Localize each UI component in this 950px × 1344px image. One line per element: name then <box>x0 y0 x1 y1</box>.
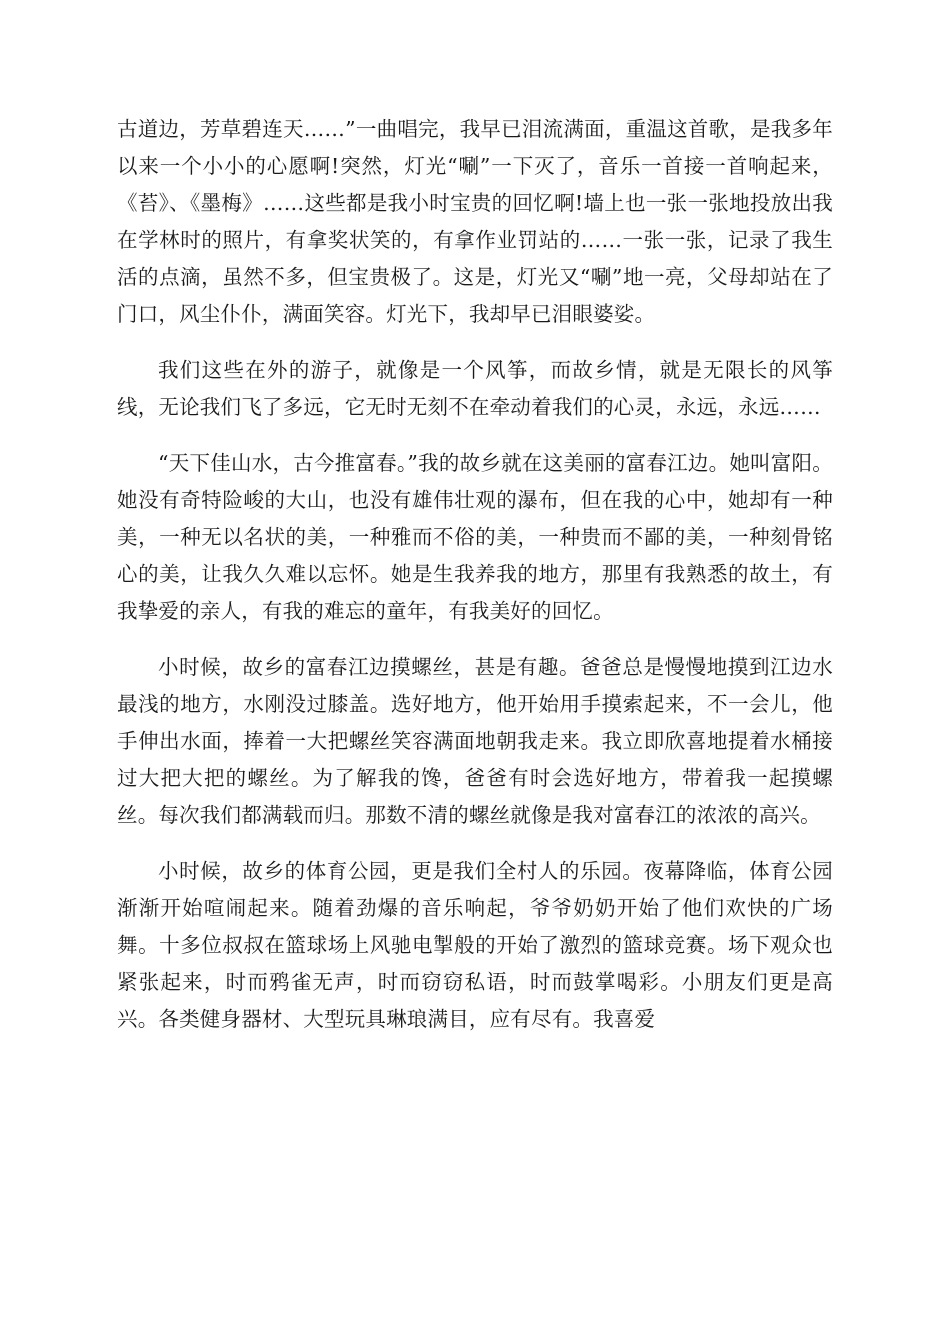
paragraph-1: 古道边，芳草碧连天……”一曲唱完，我早已泪流满面，重温这首歌，是我多年以来一个小小的心愿啊!突然，灯光“唰”一下灭了，音乐一首接一首响起来，《苔》、《墨梅》……这些都是我小时宝贵的回忆啊!墙上也一张一张地投放出我在学林时的照片，有拿奖状笑的，有拿作业罚站的……一张一张，记录了我生活的点滴，虽然不多，但宝贵极了。这是，灯光又“唰”地一亮，父母却站在了门口，风尘仆仆，满面笑容。灯光下，我却早已泪眼婆娑。 <box>117 117 833 326</box>
document-page <box>117 111 833 1038</box>
paragraph-3: “天下佳山水，古今推富春。”我的故乡就在这美丽的富春江边。她叫富阳。她没有奇特险峻的大山，也没有雄伟壮观的瀑布，但在我的心中，她却有一种美，一种无以名状的美，一种雅而不俗的美，一种贵而不鄙的美，一种刻骨铭心的美，让我久久难以忘怀。她是生我养我的地方，那里有我熟悉的故土，有我挚爱的亲人，有我的难忘的童年，有我美好的回忆。 <box>117 451 833 623</box>
paragraph-4: 小时候，故乡的富春江边摸螺丝，甚是有趣。爸爸总是慢慢地摸到江边水最浅的地方，水刚没过膝盖。选好地方，他开始用手摸索起来，不一会儿，他手伸出水面，捧着一大把螺丝笑容满面地朝我走来。我立即欣喜地提着水桶接过大把大把的螺丝。为了解我的馋，爸爸有时会选好地方，带着我一起摸螺丝。每次我们都满载而归。那数不清的螺丝就像是我对富春江的浓浓的高兴。 <box>117 655 833 827</box>
paragraph-2: 我们这些在外的游子，就像是一个风筝，而故乡情，就是无限长的风筝线，无论我们飞了多远，它无时无刻不在牵动着我们的心灵，永远，永远…… <box>117 358 833 419</box>
paragraph-5: 小时候，故乡的体育公园，更是我们全村人的乐园。夜幕降临，体育公园渐渐开始喧闹起来。随着劲爆的音乐响起，爷爷奶奶开始了他们欢快的广场舞。十多位叔叔在篮球场上风驰电掣般的开始了激烈的篮球竞赛。场下观众也紧张起来，时而鸦雀无声，时而窃窃私语，时而鼓掌喝彩。小朋友们更是高兴。各类健身器材、大型玩具琳琅满目，应有尽有。我喜爱 <box>117 859 833 1031</box>
